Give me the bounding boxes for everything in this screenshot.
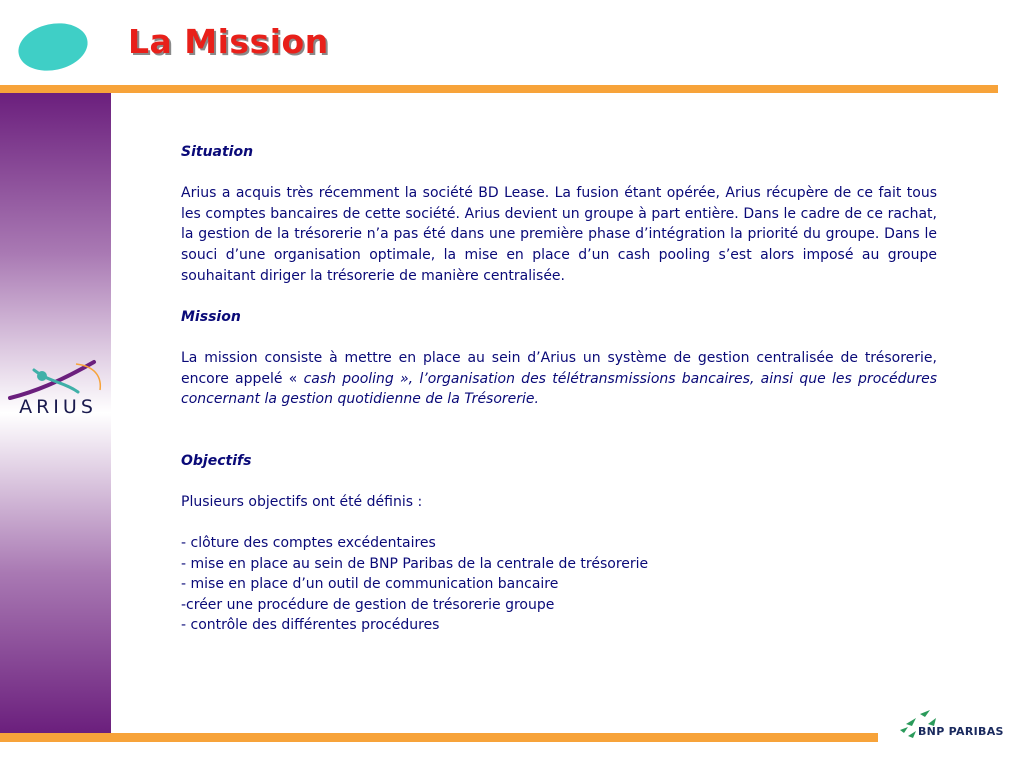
mission-heading: Mission: [181, 308, 241, 325]
page-title: La Mission: [128, 22, 329, 61]
situation-text: Arius a acquis très récemment la société BD Lease. La fusion étant opérée, Arius récupère de ce fait tous les comptes bancaires de cette société. Arius devient un groupe à part entière. Dans le cadre de ce rachat, la gestion de la trésorerie n’a pas été dans une première phase d’intégration la priorité du groupe. Dans le souci d’une organisation optimale, la mise en place d’un cash pooling s’est alors imposé au groupe souhaitant diriger la trésorerie de manière centralisée.: [181, 185, 937, 284]
objectifs-heading: Objectifs: [181, 452, 252, 469]
mission-text-part2: cash pooling », l’organisation des télétransmissions bancaires, ainsi que les procédures concernant la gestion quotidienne de la Trésorerie.: [181, 370, 937, 408]
situation-heading: Situation: [181, 144, 254, 160]
bottom-accent-bar: [0, 733, 878, 742]
bnp-paribas-logo-text: BNP PARIBAS: [918, 725, 1004, 738]
list-item: - mise en place d’un outil de communication bancaire: [181, 576, 559, 593]
list-item: - contrôle des différentes procédures: [181, 617, 440, 634]
top-accent-bar: [0, 85, 998, 93]
arius-logo-text: ARIUS: [19, 396, 97, 418]
list-item: -créer une procédure de gestion de trésorerie groupe: [181, 596, 555, 613]
main-content: [181, 142, 937, 636]
objectifs-list: [181, 533, 937, 636]
list-item: - clôture des comptes excédentaires: [181, 535, 436, 552]
objectifs-intro: Plusieurs objectifs ont été définis :: [181, 493, 423, 510]
teal-oval-decoration: [14, 17, 92, 77]
mission-text-part1: La mission consiste à mettre en place au sein d’Arius un système de gestion centralisée de trésorerie, encore appelé «: [181, 349, 937, 387]
list-item: - mise en place au sein de BNP Paribas de la centrale de trésorerie: [181, 555, 649, 572]
mission-text: [181, 348, 937, 410]
